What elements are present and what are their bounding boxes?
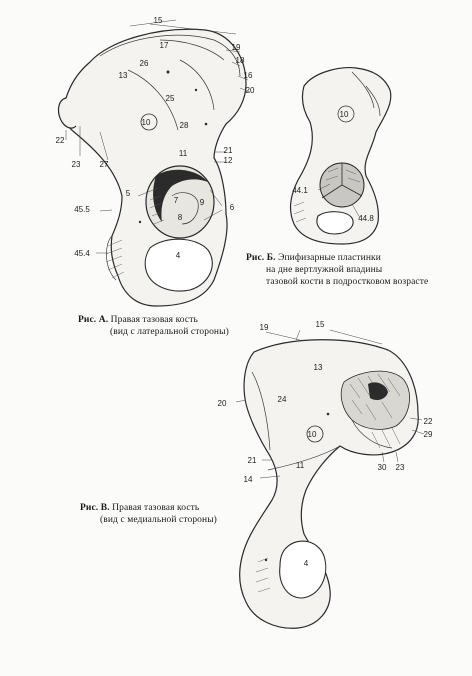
figure-a-label: 20 (245, 86, 255, 95)
figure-a-lateral-view (59, 20, 250, 306)
figure-b-caption-line1: Эпифизарные пластинки (278, 253, 381, 263)
figure-b-caption-line2: на дне вертлужной впадины (266, 265, 383, 275)
figure-c-label: 11 (295, 461, 305, 470)
figure-a-caption-text: Правая тазовая кость (110, 315, 198, 325)
figure-a-label: 15 (153, 16, 163, 25)
figure-c-caption-sub: (вид с медиальной стороны) (100, 515, 217, 525)
figure-a-label: 17 (159, 41, 169, 50)
figure-c-label: 10 (307, 430, 317, 439)
figure-a-caption-title: Рис. А. (78, 315, 109, 325)
figure-a-label: 6 (229, 203, 235, 212)
figure-a-obturator-foramen (145, 239, 212, 291)
figure-a-label: 18 (235, 56, 245, 65)
figure-b-acetabulum-plates (320, 163, 364, 207)
figure-a-label: 19 (231, 43, 241, 52)
figure-b-epiphyseal-view (291, 68, 391, 244)
figure-a-caption (78, 314, 278, 338)
figure-a-label: 45.4 (74, 249, 90, 258)
figure-a-label: 25 (165, 94, 175, 103)
figure-a-label: 28 (179, 121, 189, 130)
figure-b-label: 44.8 (358, 214, 374, 223)
figure-c-caption-title: Рис. В. (80, 503, 110, 513)
figure-c-label: 24 (277, 395, 287, 404)
figure-a-label: 12 (223, 156, 233, 165)
figure-a-label: 27 (99, 160, 109, 169)
figure-a-label: 45.5 (74, 205, 90, 214)
figure-a-label: 23 (71, 160, 81, 169)
figure-c-label: 20 (217, 399, 227, 408)
figure-a-label: 10 (141, 118, 151, 127)
figure-c-caption (80, 502, 260, 526)
figure-c-obturator-foramen (280, 541, 326, 598)
figure-a-label: 26 (139, 59, 149, 68)
figure-a-label: 16 (243, 71, 253, 80)
figure-b-caption-line3: тазовой кости в подростковом возрасте (266, 277, 429, 287)
figure-a-caption-sub: (вид с латеральной стороны) (110, 327, 229, 337)
figure-c-label: 22 (423, 417, 433, 426)
figure-b-caption (246, 252, 468, 288)
figure-a-label: 8 (177, 213, 183, 222)
figure-a-label: 11 (178, 149, 188, 158)
figure-a-label: 22 (55, 136, 65, 145)
figure-c-label: 30 (377, 463, 387, 472)
figure-c-label: 29 (423, 430, 433, 439)
figure-c-label: 15 (315, 320, 325, 329)
figure-a-label: 13 (118, 71, 128, 80)
figure-a-label: 4 (175, 251, 181, 260)
figure-a-label: 21 (223, 146, 233, 155)
figure-c-caption-text: Правая тазовая кость (112, 503, 200, 513)
figure-c-label: 13 (313, 363, 323, 372)
figure-a-label: 5 (125, 189, 131, 198)
figure-c-label: 4 (303, 559, 309, 568)
figure-c-medial-view (236, 330, 424, 628)
figure-b-caption-title: Рис. Б. (246, 253, 276, 263)
figure-a-label: 7 (173, 196, 179, 205)
figure-b-label: 10 (339, 110, 349, 119)
figure-b-obturator-foramen (317, 212, 353, 234)
figure-a-label: 9 (199, 198, 205, 207)
figure-c-label: 23 (395, 463, 405, 472)
figure-c-label: 19 (259, 323, 269, 332)
figure-b-label: 44.1 (292, 186, 308, 195)
figure-c-label: 14 (243, 475, 253, 484)
figure-c-label: 21 (247, 456, 257, 465)
